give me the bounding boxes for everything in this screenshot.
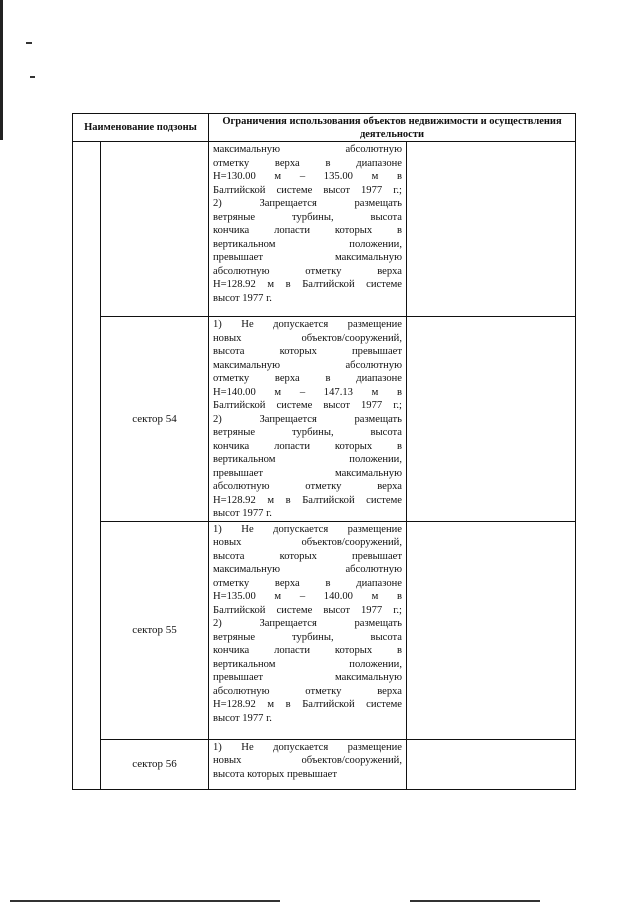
restriction-text-cell: [209, 739, 407, 789]
restriction-text-line: 1) Не допускается размещение: [213, 523, 402, 535]
restriction-text-line: вертикальном положении,: [213, 238, 402, 250]
table-row: [73, 739, 576, 789]
restriction-text-line: высот 1977 г.: [213, 292, 272, 304]
table-row: [73, 521, 576, 739]
restriction-text-line: Н=135.00 м – 140.00 м в: [213, 591, 402, 602]
restriction-text-line: Балтийской системе высот 1977 г.;: [213, 184, 402, 196]
sector-name: сектор 54: [132, 412, 177, 425]
restrictions-table: [72, 113, 576, 790]
restriction-text-line: новых объектов/сооружений,: [213, 755, 402, 766]
restriction-text-line: отметку верха в диапазоне: [213, 577, 402, 589]
scan-bottom-line: [410, 900, 540, 902]
restriction-text-line: отметку верха в диапазоне: [213, 157, 402, 169]
restriction-text-line: высот 1977 г.: [213, 712, 272, 724]
restriction-text-line: Н=128.92 м в Балтийской системе: [213, 494, 402, 506]
scan-mark: [26, 42, 32, 44]
empty-cell: [407, 317, 576, 522]
restriction-text-line: вертикальном положении,: [213, 454, 402, 465]
restriction-text-line: абсолютную отметку верха: [213, 265, 402, 277]
restriction-text-line: 2) Запрещается размещать: [213, 413, 402, 425]
restriction-text-line: абсолютную отметку верха: [213, 685, 402, 697]
table-header-row: [73, 114, 576, 142]
scan-edge-line: [0, 0, 3, 140]
table-row: [73, 317, 576, 522]
restriction-text-line: 2) Запрещается размещать: [213, 198, 402, 209]
restriction-text-line: вертикальном положении,: [213, 658, 402, 670]
restriction-text-line: превышает максимальную: [213, 252, 402, 263]
restriction-text-line: новых объектов/сооружений,: [213, 332, 402, 344]
restriction-text-cell: [209, 317, 407, 522]
empty-cell: [407, 521, 576, 739]
sector-name: сектор 56: [132, 758, 177, 770]
scan-bottom-line: [10, 900, 280, 902]
restriction-text-line: высота которых превышает: [213, 550, 402, 562]
restriction-text-line: ветряные турбины, высота: [213, 427, 402, 438]
sector-name-cell: [101, 317, 209, 522]
restriction-text-line: высота которых превышает: [213, 346, 402, 357]
sector-name: сектор 55: [132, 624, 177, 636]
table-body: [73, 142, 576, 790]
header-restrictions: Ограничения использования объектов недвижимости и осуществления деятельности: [209, 114, 576, 142]
restriction-text-line: максимальную абсолютную: [213, 564, 402, 575]
restriction-text-line: Балтийской системе высот 1977 г.;: [213, 400, 402, 411]
restriction-text-cell: [209, 521, 407, 739]
empty-cell: [407, 739, 576, 789]
restriction-text-line: новых объектов/сооружений,: [213, 537, 402, 548]
restriction-text-line: 2) Запрещается размещать: [213, 618, 402, 629]
header-subzone: Наименование подзоны: [73, 114, 209, 142]
restriction-text-line: ветряные турбины, высота: [213, 631, 402, 643]
restriction-text-line: высот 1977 г.: [213, 508, 272, 519]
blank-cell: [73, 142, 101, 790]
restriction-text-line: Балтийской системе высот 1977 г.;: [213, 604, 402, 616]
sector-name-cell: [101, 739, 209, 789]
restriction-text-line: Н=128.92 м в Балтийской системе: [213, 699, 402, 710]
sector-name-cell: [101, 142, 209, 317]
restriction-text-line: высота которых превышает: [213, 768, 337, 780]
restriction-text-line: Н=130.00 м – 135.00 м в: [213, 171, 402, 182]
table-row: [73, 142, 576, 317]
restriction-text-line: Н=140.00 м – 147.13 м в: [213, 386, 402, 398]
restriction-text-line: отметку верха в диапазоне: [213, 373, 402, 384]
restriction-text-line: кончика лопасти которых в: [213, 440, 402, 452]
restriction-text-line: 1) Не допускается размещение: [213, 741, 402, 753]
sector-name-cell: [101, 521, 209, 739]
restriction-text-line: ветряные турбины, высота: [213, 211, 402, 223]
restriction-text-line: 1) Не допускается размещение: [213, 319, 402, 330]
restriction-text-line: кончика лопасти которых в: [213, 645, 402, 656]
restriction-text-line: кончика лопасти которых в: [213, 225, 402, 236]
restriction-text-line: максимальную абсолютную: [213, 144, 402, 155]
restriction-text-line: абсолютную отметку верха: [213, 481, 402, 492]
empty-cell: [407, 142, 576, 317]
restriction-text-line: Н=128.92 м в Балтийской системе: [213, 279, 402, 290]
scan-mark: [30, 76, 35, 78]
restriction-text-line: максимальную абсолютную: [213, 359, 402, 371]
restriction-text-line: превышает максимальную: [213, 467, 402, 479]
restriction-text-cell: [209, 142, 407, 317]
restriction-text-line: превышает максимальную: [213, 672, 402, 683]
